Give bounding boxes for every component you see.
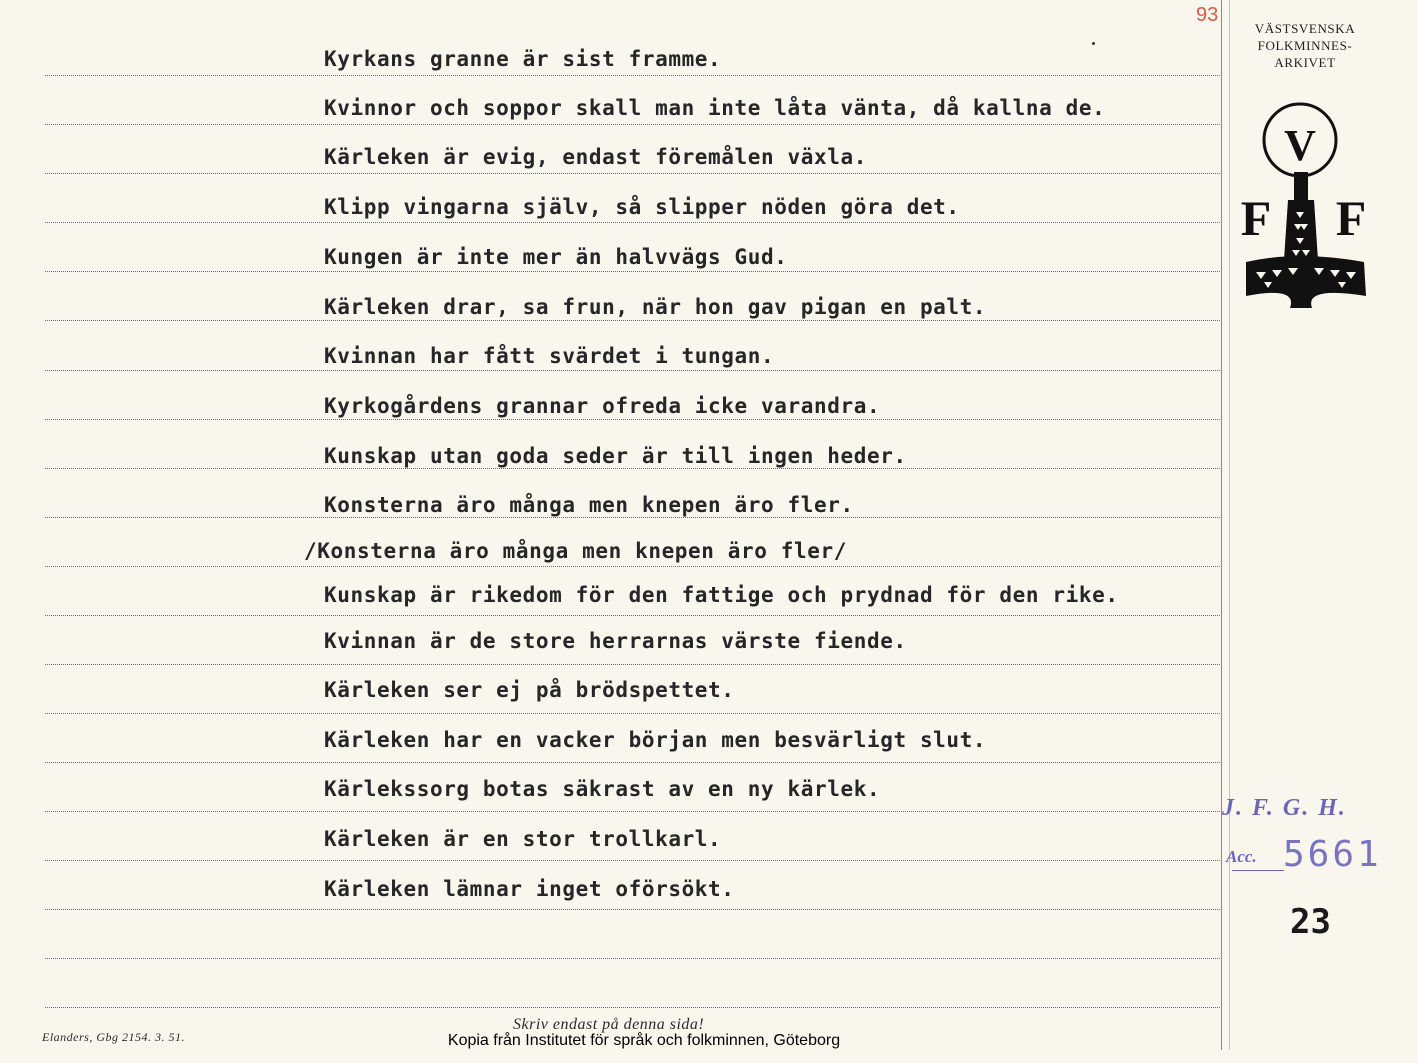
archive-name-line: VÄSTSVENSKA xyxy=(1254,21,1356,36)
printer-info: Elanders, Gbg 2154. 3. 51. xyxy=(42,1030,185,1044)
proverb-line-crossed: /Konsterna äro många men knepen äro fler/ xyxy=(304,539,847,563)
margin-line-secondary xyxy=(1229,0,1230,1050)
ruled-line xyxy=(45,811,1222,812)
logo-letter-f-left: F xyxy=(1240,190,1272,246)
ruled-line xyxy=(45,615,1222,616)
proverb-line: Kärleken är evig, endast föremålen växla. xyxy=(324,145,867,169)
ruled-line xyxy=(45,713,1222,714)
logo-letter-v: V xyxy=(1284,121,1316,170)
proverb-line: Klipp vingarna själv, så slipper nöden göra det. xyxy=(324,195,960,219)
ruled-line xyxy=(45,419,1222,420)
ruled-line xyxy=(45,271,1222,272)
archive-stamp-acc-label: Acc. xyxy=(1226,847,1257,866)
ruled-line xyxy=(45,860,1222,861)
ruled-line xyxy=(45,468,1222,469)
ruled-line xyxy=(45,124,1222,125)
ruled-line xyxy=(45,1007,1222,1008)
archive-stamp-initials: J. F. G. H. xyxy=(1222,795,1347,821)
proverb-line: Konsterna äro många men knepen äro fler. xyxy=(324,493,854,517)
proverb-line: Kärleken lämnar inget oförsökt. xyxy=(324,877,735,901)
ruled-line xyxy=(45,566,1222,567)
ruled-line xyxy=(45,173,1222,174)
archive-name xyxy=(1240,20,1370,71)
margin-line xyxy=(1221,0,1222,1050)
proverb-line: Kvinnor och soppor skall man inte låta vänta, då kallna de. xyxy=(324,96,1106,120)
proverb-line: Kunskap är rikedom för den fattige och prydnad för den rike. xyxy=(324,583,1119,607)
archive-stamp-acc-number: 5661 xyxy=(1283,834,1382,875)
proverb-line: Kyrkans granne är sist framme. xyxy=(324,47,722,71)
card-number: 23 xyxy=(1290,902,1331,942)
proverb-line: Kyrkogårdens grannar ofreda icke varandra. xyxy=(324,394,881,418)
proverb-line: Kärleken har en vacker början men besvärligt slut. xyxy=(324,728,987,752)
copyright-text: Kopia från Institutet för språk och folkminnen, Göteborg xyxy=(447,1032,841,1049)
footer-instruction: Skriv endast på denna sida! xyxy=(513,1016,705,1033)
stamp-underline xyxy=(1232,870,1284,871)
proverb-line: Kvinnan har fått svärdet i tungan. xyxy=(324,344,775,368)
proverb-line: Kvinnan är de store herrarnas värste fiende. xyxy=(324,629,907,653)
proverb-line: Kärleken drar, sa frun, när hon gav pigan en palt. xyxy=(324,295,987,319)
logo-letter-f-right: F xyxy=(1335,190,1367,246)
ruled-line xyxy=(45,222,1222,223)
ruled-line xyxy=(45,664,1222,665)
ink-dot xyxy=(1092,42,1095,45)
archive-name-line: ARKIVET xyxy=(1274,55,1336,70)
ruled-line xyxy=(45,517,1222,518)
proverb-line: Kärlekssorg botas säkrast av en ny kärlek. xyxy=(324,777,881,801)
proverb-line: Kärleken ser ej på brödspettet. xyxy=(324,678,735,702)
ruled-line xyxy=(45,958,1222,959)
ruled-line xyxy=(45,909,1222,910)
proverb-line: Kärleken är en stor trollkarl. xyxy=(324,827,722,851)
corner-page-mark: 93 xyxy=(1196,4,1219,26)
ruled-line xyxy=(45,75,1222,76)
ruled-line xyxy=(45,370,1222,371)
ruled-line xyxy=(45,320,1222,321)
copyright-notice xyxy=(0,1032,1418,1050)
proverb-line: Kunskap utan goda seder är till ingen heder. xyxy=(324,444,907,468)
proverb-line: Kungen är inte mer än halvvägs Gud. xyxy=(324,245,788,269)
archive-logo-icon xyxy=(1238,100,1372,310)
ruled-line xyxy=(45,762,1222,763)
archive-name-line: FOLKMINNES- xyxy=(1257,38,1353,53)
